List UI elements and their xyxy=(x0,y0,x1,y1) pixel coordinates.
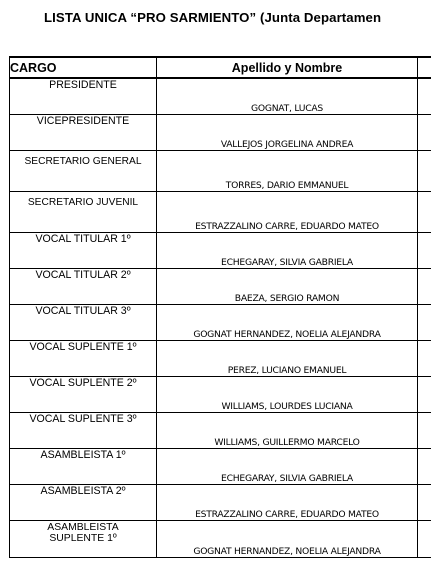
nombre-cell: WILLIAMS, GUILLERMO MARCELO xyxy=(157,413,418,449)
extra-cell xyxy=(418,233,431,269)
table-row xyxy=(10,78,431,115)
document-title: LISTA UNICA “PRO SARMIENTO” (Junta Departamen xyxy=(44,10,382,25)
cargo-cell: SECRETARIO GENERAL xyxy=(10,151,157,192)
nombre-cell: ESTRAZZALINO CARRE, EDUARDO MATEO xyxy=(157,192,418,233)
nombre-cell: PEREZ, LUCIANO EMANUEL xyxy=(157,341,418,377)
cargo-cell: VOCAL SUPLENTE 2º xyxy=(10,377,157,413)
cargo-cell: VICEPRESIDENTE xyxy=(10,115,157,151)
nombre-cell: ECHEGARAY, SILVIA GABRIELA xyxy=(157,449,418,485)
cargo-cell: VOCAL SUPLENTE 3º xyxy=(10,413,157,449)
extra-cell xyxy=(418,485,431,521)
cargo-cell: ASAMBLEISTA 2º xyxy=(10,485,157,521)
extra-cell xyxy=(418,521,431,558)
header-cargo: CARGO xyxy=(10,57,157,78)
extra-cell xyxy=(418,449,431,485)
nombre-cell: TORRES, DARIO EMMANUEL xyxy=(157,151,418,192)
cargo-line-2: SUPLENTE 1º xyxy=(49,533,117,544)
extra-cell xyxy=(418,78,431,115)
table-row xyxy=(10,192,431,233)
header-nombre: Apellido y Nombre xyxy=(157,57,418,78)
cargo-cell: SECRETARIO JUVENIL xyxy=(10,192,157,233)
cargo-cell: VOCAL TITULAR 3º xyxy=(10,305,157,341)
cargo-cell: VOCAL TITULAR 2º xyxy=(10,269,157,305)
candidates-table xyxy=(9,56,431,558)
extra-cell xyxy=(418,377,431,413)
nombre-cell: ECHEGARAY, SILVIA GABRIELA xyxy=(157,233,418,269)
table-row xyxy=(10,233,431,269)
table-header-row xyxy=(10,57,431,78)
header-extra xyxy=(418,57,431,78)
table-row xyxy=(10,151,431,192)
extra-cell xyxy=(418,115,431,151)
table-row xyxy=(10,449,431,485)
extra-cell xyxy=(418,269,431,305)
cargo-line-1: ASAMBLEISTA xyxy=(47,522,119,533)
cargo-cell: VOCAL SUPLENTE 1º xyxy=(10,341,157,377)
table-row xyxy=(10,521,431,558)
nombre-cell: VALLEJOS JORGELINA ANDREA xyxy=(157,115,418,151)
cargo-cell: PRESIDENTE xyxy=(10,78,157,115)
nombre-cell: GOGNAT HERNANDEZ, NOELIA ALEJANDRA xyxy=(157,305,418,341)
extra-cell xyxy=(418,413,431,449)
extra-cell xyxy=(418,305,431,341)
nombre-cell: ESTRAZZALINO CARRE, EDUARDO MATEO xyxy=(157,485,418,521)
cargo-cell xyxy=(10,521,157,558)
extra-cell xyxy=(418,341,431,377)
cargo-cell: ASAMBLEISTA 1º xyxy=(10,449,157,485)
cargo-cell: VOCAL TITULAR 1º xyxy=(10,233,157,269)
table-row xyxy=(10,269,431,305)
extra-cell xyxy=(418,192,431,233)
extra-cell xyxy=(418,151,431,192)
table-row xyxy=(10,341,431,377)
table-row xyxy=(10,305,431,341)
nombre-cell: GOGNAT HERNANDEZ, NOELIA ALEJANDRA xyxy=(157,521,418,558)
table-row xyxy=(10,115,431,151)
nombre-cell: WILLIAMS, LOURDES LUCIANA xyxy=(157,377,418,413)
table-row xyxy=(10,485,431,521)
table-row xyxy=(10,413,431,449)
nombre-cell: GOGNAT, LUCAS xyxy=(157,78,418,115)
table-row xyxy=(10,377,431,413)
nombre-cell: BAEZA, SERGIO RAMON xyxy=(157,269,418,305)
